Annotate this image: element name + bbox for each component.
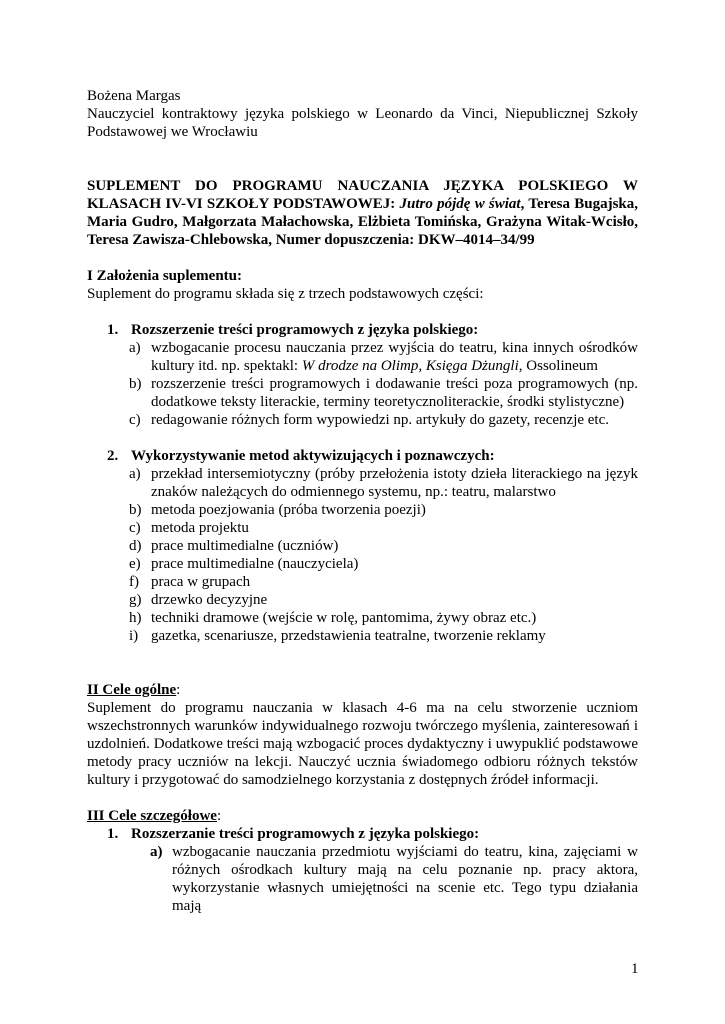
list-item: h) techniki dramowe (wejście w rolę, pantomima, żywy obraz etc.) bbox=[129, 610, 537, 626]
section2-body: Suplement do programu nauczania w klasach 4-6 ma na celu stworzenie uczniom wszechstronnych warunków indywidualnego rozwoju twórczego myślenia, zainteresowań i uzdolnień. Dodatkowe treści mają wzbogacić proces dydaktyczny i uwypuklić podstawowe metody pracy uczniów na lekcji. Nauczyć ucznia świadomego odbioru różnych tekstów kultury i przygotować do samodzielnego korzystania z dostępnych źródeł informacji. bbox=[87, 700, 638, 788]
list-item: g) drzewko decyzyjne bbox=[129, 592, 268, 608]
list-item: d) prace multimedialne (uczniów) bbox=[129, 538, 339, 554]
section3-item1-a: a) wzbogacanie nauczania przedmiotu wyjściami do teatru, kina, zajęciami w różnych ośrodkach kultury mają na celu poznanie np. pracy aktora, wykorzystanie własnych umiejętności na scenie etc. Tego typu działania mają bbox=[150, 844, 638, 914]
section2-heading: II Cele ogólne: bbox=[87, 682, 181, 698]
list-item: c) metoda projektu bbox=[129, 520, 249, 536]
section3-item1: 1. Rozszerzanie treści programowych z języka polskiego: bbox=[107, 826, 480, 842]
list-item: b) metoda poezjowania (próba tworzenia poezji) bbox=[129, 502, 426, 518]
section1-intro: Suplement do programu składa się z trzech podstawowych części: bbox=[87, 286, 484, 302]
section1-item1-a: a) wzbogacanie procesu nauczania przez wyjścia do teatru, kina innych ośrodków kultury itd. np. spektakl: W drodze na Olimp, Księga Dżungli, Ossolineum bbox=[129, 340, 638, 374]
section1-item2: 2. Wykorzystywanie metod aktywizujących i poznawczych: bbox=[107, 448, 495, 464]
page-number: 1 bbox=[631, 961, 639, 977]
list-item: i) gazetka, scenariusze, przedstawienia teatralne, tworzenie reklamy bbox=[129, 628, 546, 644]
author-name: Bożena Margas bbox=[87, 88, 181, 104]
section1-item1-b: b) rozszerzenie treści programowych i dodawanie treści poza programowych (np. dodatkowe teksty literackie, terminy teoretycznoliterackie, środki stylistyczne) bbox=[129, 376, 638, 410]
author-affiliation: Nauczyciel kontraktowy języka polskiego w Leonardo da Vinci, Niepublicznej Szkoły Podstawowej we Wrocławiu bbox=[87, 106, 638, 140]
list-item: f) praca w grupach bbox=[129, 574, 251, 590]
list-item: a) przekład intersemiotyczny (próby przełożenia istoty dzieła literackiego na język znaków należących do odmiennego systemu, np.: teatru, malarstwo bbox=[129, 466, 638, 500]
section1-item1-c: c) redagowanie różnych form wypowiedzi np. artykuły do gazety, recenzje etc. bbox=[129, 412, 609, 428]
section1-heading: I Założenia suplementu: bbox=[87, 268, 243, 284]
list-item: e) prace multimedialne (nauczyciela) bbox=[129, 556, 359, 572]
document-title: SUPLEMENT DO PROGRAMU NAUCZANIA JĘZYKA POLSKIEGO W KLASACH IV-VI SZKOŁY PODSTAWOWEJ: Jutro pójdę w świat, Teresa Bugajska, Maria Gudro, Małgorzata Małachowska, Elżbieta Tomińska, Grażyna Witak-Wcisło, Teresa Zawisza-Chlebowska, Numer dopuszczenia: DKW–4014–34/99 bbox=[87, 178, 638, 248]
section3-heading: III Cele szczegółowe: bbox=[87, 808, 222, 824]
section1-item1: 1. Rozszerzenie treści programowych z języka polskiego: bbox=[107, 322, 479, 338]
document-page bbox=[87, 87, 638, 915]
